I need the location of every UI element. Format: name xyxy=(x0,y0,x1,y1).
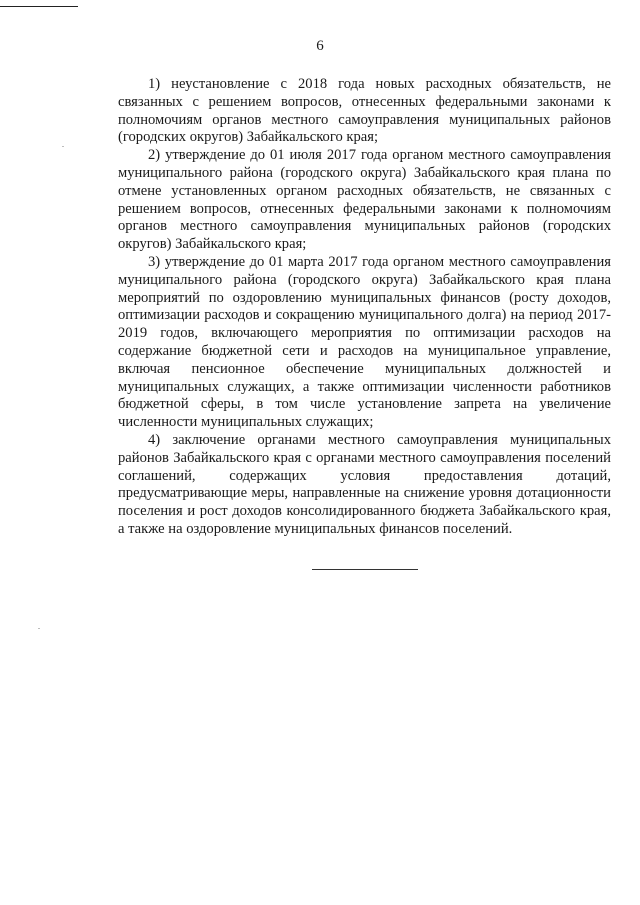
paragraph-2: 2) утверждение до 01 июля 2017 года органом местного самоуправления муниципального района (городского округа) Забайкальского края плана по отмене установленных органом расходных обязательств, не связанных с решением вопросов, отнесенных федеральными законами к полномочиям органов местного самоуправления муниципальных районов (городских округов) Забайкальского края; xyxy=(118,147,611,253)
end-of-text-rule xyxy=(312,569,418,570)
scan-speck xyxy=(38,628,40,629)
scan-speck xyxy=(62,146,64,147)
paragraph-3: 3) утверждение до 01 марта 2017 года органом местного самоуправления муниципального района (городского округа) Забайкальского края плана мероприятий по оздоровлению муниципальных финансов (росту доходов, оптимизации расходов и сокращению муниципального долга) на период 2017-2019 годов, включающего мероприятия по оптимизации расходов на содержание бюджетной сети и расходов на муниципальное управление, включая пенсионное обеспечение муниципальных должностей и муниципальных служащих, а также оптимизации численности работников бюджетной сферы, в том числе установление запрета на увеличение численности муниципальных служащих; xyxy=(118,253,611,431)
header-rule xyxy=(0,6,78,7)
paragraph-1: 1) неустановление с 2018 года новых расходных обязательств, не связанных с решением вопросов, отнесенных федеральными законами к полномочиям органов местного самоуправления муниципальных районов (городских округов) Забайкальского края; xyxy=(118,76,611,146)
paragraph-4: 4) заключение органами местного самоуправления муниципальных районов Забайкальского края с органами местного самоуправления поселений соглашений, содержащих условия предоставления дотаций, предусматривающие меры, направленные на снижение уровня дотационности поселения и рост доходов консолидированного бюджета Забайкальского края, а также на оздоровление муниципальных финансов поселений. xyxy=(118,431,611,537)
page-number: 6 xyxy=(316,38,324,54)
document-body xyxy=(118,76,611,539)
